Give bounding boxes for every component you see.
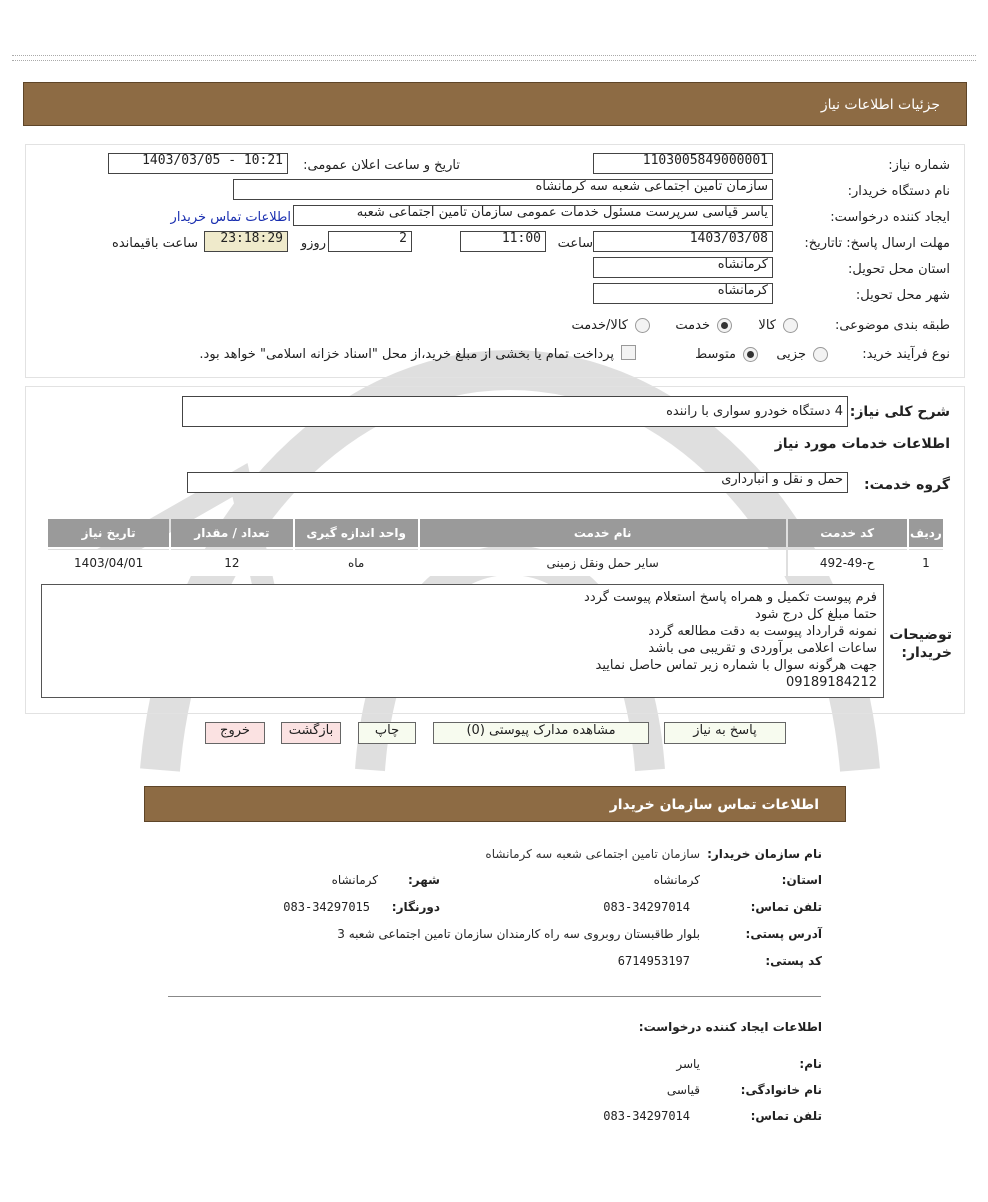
services-heading: اطلاعات خدمات مورد نیاز	[774, 436, 950, 452]
need-number-field: 1103005849000001	[593, 153, 773, 174]
summary-field: 4 دستگاه خودرو سواری با راننده	[182, 396, 848, 427]
process-medium-label: متوسط	[695, 347, 736, 362]
cell-unit: ماه	[295, 549, 418, 576]
cell-service-name: سایر حمل ونقل زمینی	[420, 549, 786, 576]
treasury-payment-checkbox[interactable]	[621, 345, 636, 360]
col-header-need-date: تاریخ نیاز	[48, 519, 169, 547]
col-header-service-name: نام خدمت	[420, 519, 786, 547]
buyer-notes-box	[41, 584, 884, 698]
contact-city-label: شهر:	[408, 873, 440, 887]
contact-postal-value: 6714953197	[617, 954, 690, 968]
contact-phone-value: 083-34297014	[603, 900, 690, 914]
contact-info-link[interactable]: اطلاعات تماس خریدار	[170, 210, 291, 225]
time-label: ساعت	[557, 236, 593, 251]
days-field: 2	[328, 231, 412, 252]
notes-line: 09189184212	[786, 675, 877, 690]
deadline-date-field: 1403/03/08	[593, 231, 773, 252]
col-header-row-number: ردیف	[909, 519, 943, 547]
creator-name-value: یاسر	[676, 1057, 700, 1071]
contact-address-value: بلوار طاقبستان روبروی سه راه کارمندان سازمان تامین اجتماعی شعبه 3	[337, 927, 700, 941]
contact-province-label: استان:	[781, 873, 822, 887]
top-divider	[12, 55, 976, 61]
category-goods-label: کالا	[758, 318, 776, 333]
treasury-payment-note: پرداخت تمام یا بخشی از مبلغ خرید،از محل "اسناد خزانه اسلامی" خواهد بود.	[199, 347, 614, 362]
page-title: جزئیات اطلاعات نیاز	[820, 97, 940, 113]
notes-label-line1: توضیحات	[889, 627, 952, 643]
table-row	[48, 549, 943, 576]
contact-city-value: کرمانشاه	[331, 873, 378, 887]
process-minor-radio[interactable]	[813, 347, 828, 362]
summary-label: شرح کلی نیاز:	[849, 404, 950, 420]
cell-service-code: ح-49-492	[788, 549, 907, 576]
process-medium-radio[interactable]	[743, 347, 758, 362]
creator-family-value: قیاسی	[666, 1083, 700, 1097]
service-group-label: گروه خدمت:	[864, 477, 950, 493]
notes-line: نمونه قرارداد پیوست به دقت مطالعه گردد	[648, 624, 877, 639]
notes-label-line2: خریدار:	[901, 645, 952, 661]
remaining-time-field: 23:18:29	[204, 231, 288, 252]
view-attachments-button[interactable]: مشاهده مدارک پیوستی (0)	[433, 722, 649, 744]
process-minor-label: جزیی	[776, 347, 806, 362]
contact-postal-label: کد پستی:	[765, 954, 822, 968]
cell-row-number: 1	[909, 549, 943, 576]
col-header-quantity: تعداد / مقدار	[171, 519, 292, 547]
deadline-label: مهلت ارسال پاسخ: تاتاریخ:	[804, 236, 950, 251]
city-field: کرمانشاه	[593, 283, 773, 304]
section-divider	[168, 996, 821, 997]
notes-line: جهت هرگونه سوال با شماره زیر تماس حاصل نمایید	[595, 658, 877, 673]
notes-line: حتما مبلغ کل درج شود	[755, 607, 877, 622]
back-button[interactable]: بازگشت	[281, 722, 341, 744]
services-table	[46, 517, 945, 578]
days-label: روزو	[300, 236, 326, 251]
col-header-unit: واحد اندازه گیری	[295, 519, 418, 547]
province-field: کرمانشاه	[593, 257, 773, 278]
notes-line: فرم پیوست تکمیل و همراه پاسخ استعلام پیوست گردد	[584, 590, 877, 605]
contact-header	[144, 786, 846, 822]
creator-phone-label: تلفن تماس:	[750, 1109, 822, 1123]
announce-label: تاریخ و ساعت اعلان عمومی:	[303, 158, 460, 173]
category-label: طبقه بندی موضوعی:	[834, 318, 950, 333]
creator-label: ایجاد کننده درخواست:	[830, 210, 950, 225]
contact-fax-label: دورنگار:	[391, 900, 440, 914]
cell-need-date: 1403/04/01	[48, 549, 169, 576]
province-label: استان محل تحویل:	[848, 262, 950, 277]
need-number-label: شماره نیاز:	[888, 158, 950, 173]
contact-header-title: اطلاعات تماس سازمان خریدار	[609, 797, 819, 813]
exit-button[interactable]: خروج	[205, 722, 265, 744]
service-group-field: حمل و نقل و انبارداری	[187, 472, 848, 493]
announce-field: 1403/03/05 - 10:21	[108, 153, 288, 174]
contact-province-value: کرمانشاه	[653, 873, 700, 887]
org-label: نام سازمان خریدار:	[707, 847, 822, 861]
category-service-radio[interactable]	[717, 318, 732, 333]
category-goods-radio[interactable]	[783, 318, 798, 333]
print-button[interactable]: چاپ	[358, 722, 416, 744]
buyer-label: نام دستگاه خریدار:	[847, 184, 950, 199]
notes-line: ساعات اعلامی برآوردی و تقریبی می باشد	[648, 641, 877, 656]
org-value: سازمان تامین اجتماعی شعبه سه کرمانشاه	[485, 847, 700, 861]
category-both-label: کالا/خدمت	[571, 318, 628, 333]
contact-address-label: آدرس پستی:	[745, 927, 822, 941]
process-label: نوع فرآیند خرید:	[862, 347, 950, 362]
remaining-label: ساعت باقیمانده	[112, 236, 198, 251]
contact-fax-value: 083-34297015	[283, 900, 370, 914]
reply-button[interactable]: پاسخ به نیاز	[664, 722, 786, 744]
category-service-label: خدمت	[675, 318, 710, 333]
table-header-row	[48, 519, 943, 547]
page-header	[23, 82, 967, 126]
col-header-service-code: کد خدمت	[788, 519, 907, 547]
category-both-radio[interactable]	[635, 318, 650, 333]
buyer-field: سازمان تامین اجتماعی شعبه سه کرمانشاه	[233, 179, 773, 200]
city-label: شهر محل تحویل:	[855, 288, 950, 303]
creator-name-label: نام:	[799, 1057, 822, 1071]
creator-family-label: نام خانوادگی:	[740, 1083, 822, 1097]
creator-heading: اطلاعات ایجاد کننده درخواست:	[638, 1020, 822, 1034]
deadline-time-field: 11:00	[460, 231, 546, 252]
contact-phone-label: تلفن تماس:	[750, 900, 822, 914]
cell-quantity: 12	[171, 549, 292, 576]
creator-field: یاسر قیاسی سرپرست مسئول خدمات عمومی سازمان تامین اجتماعی شعبه	[293, 205, 773, 226]
creator-phone-value: 083-34297014	[603, 1109, 690, 1123]
